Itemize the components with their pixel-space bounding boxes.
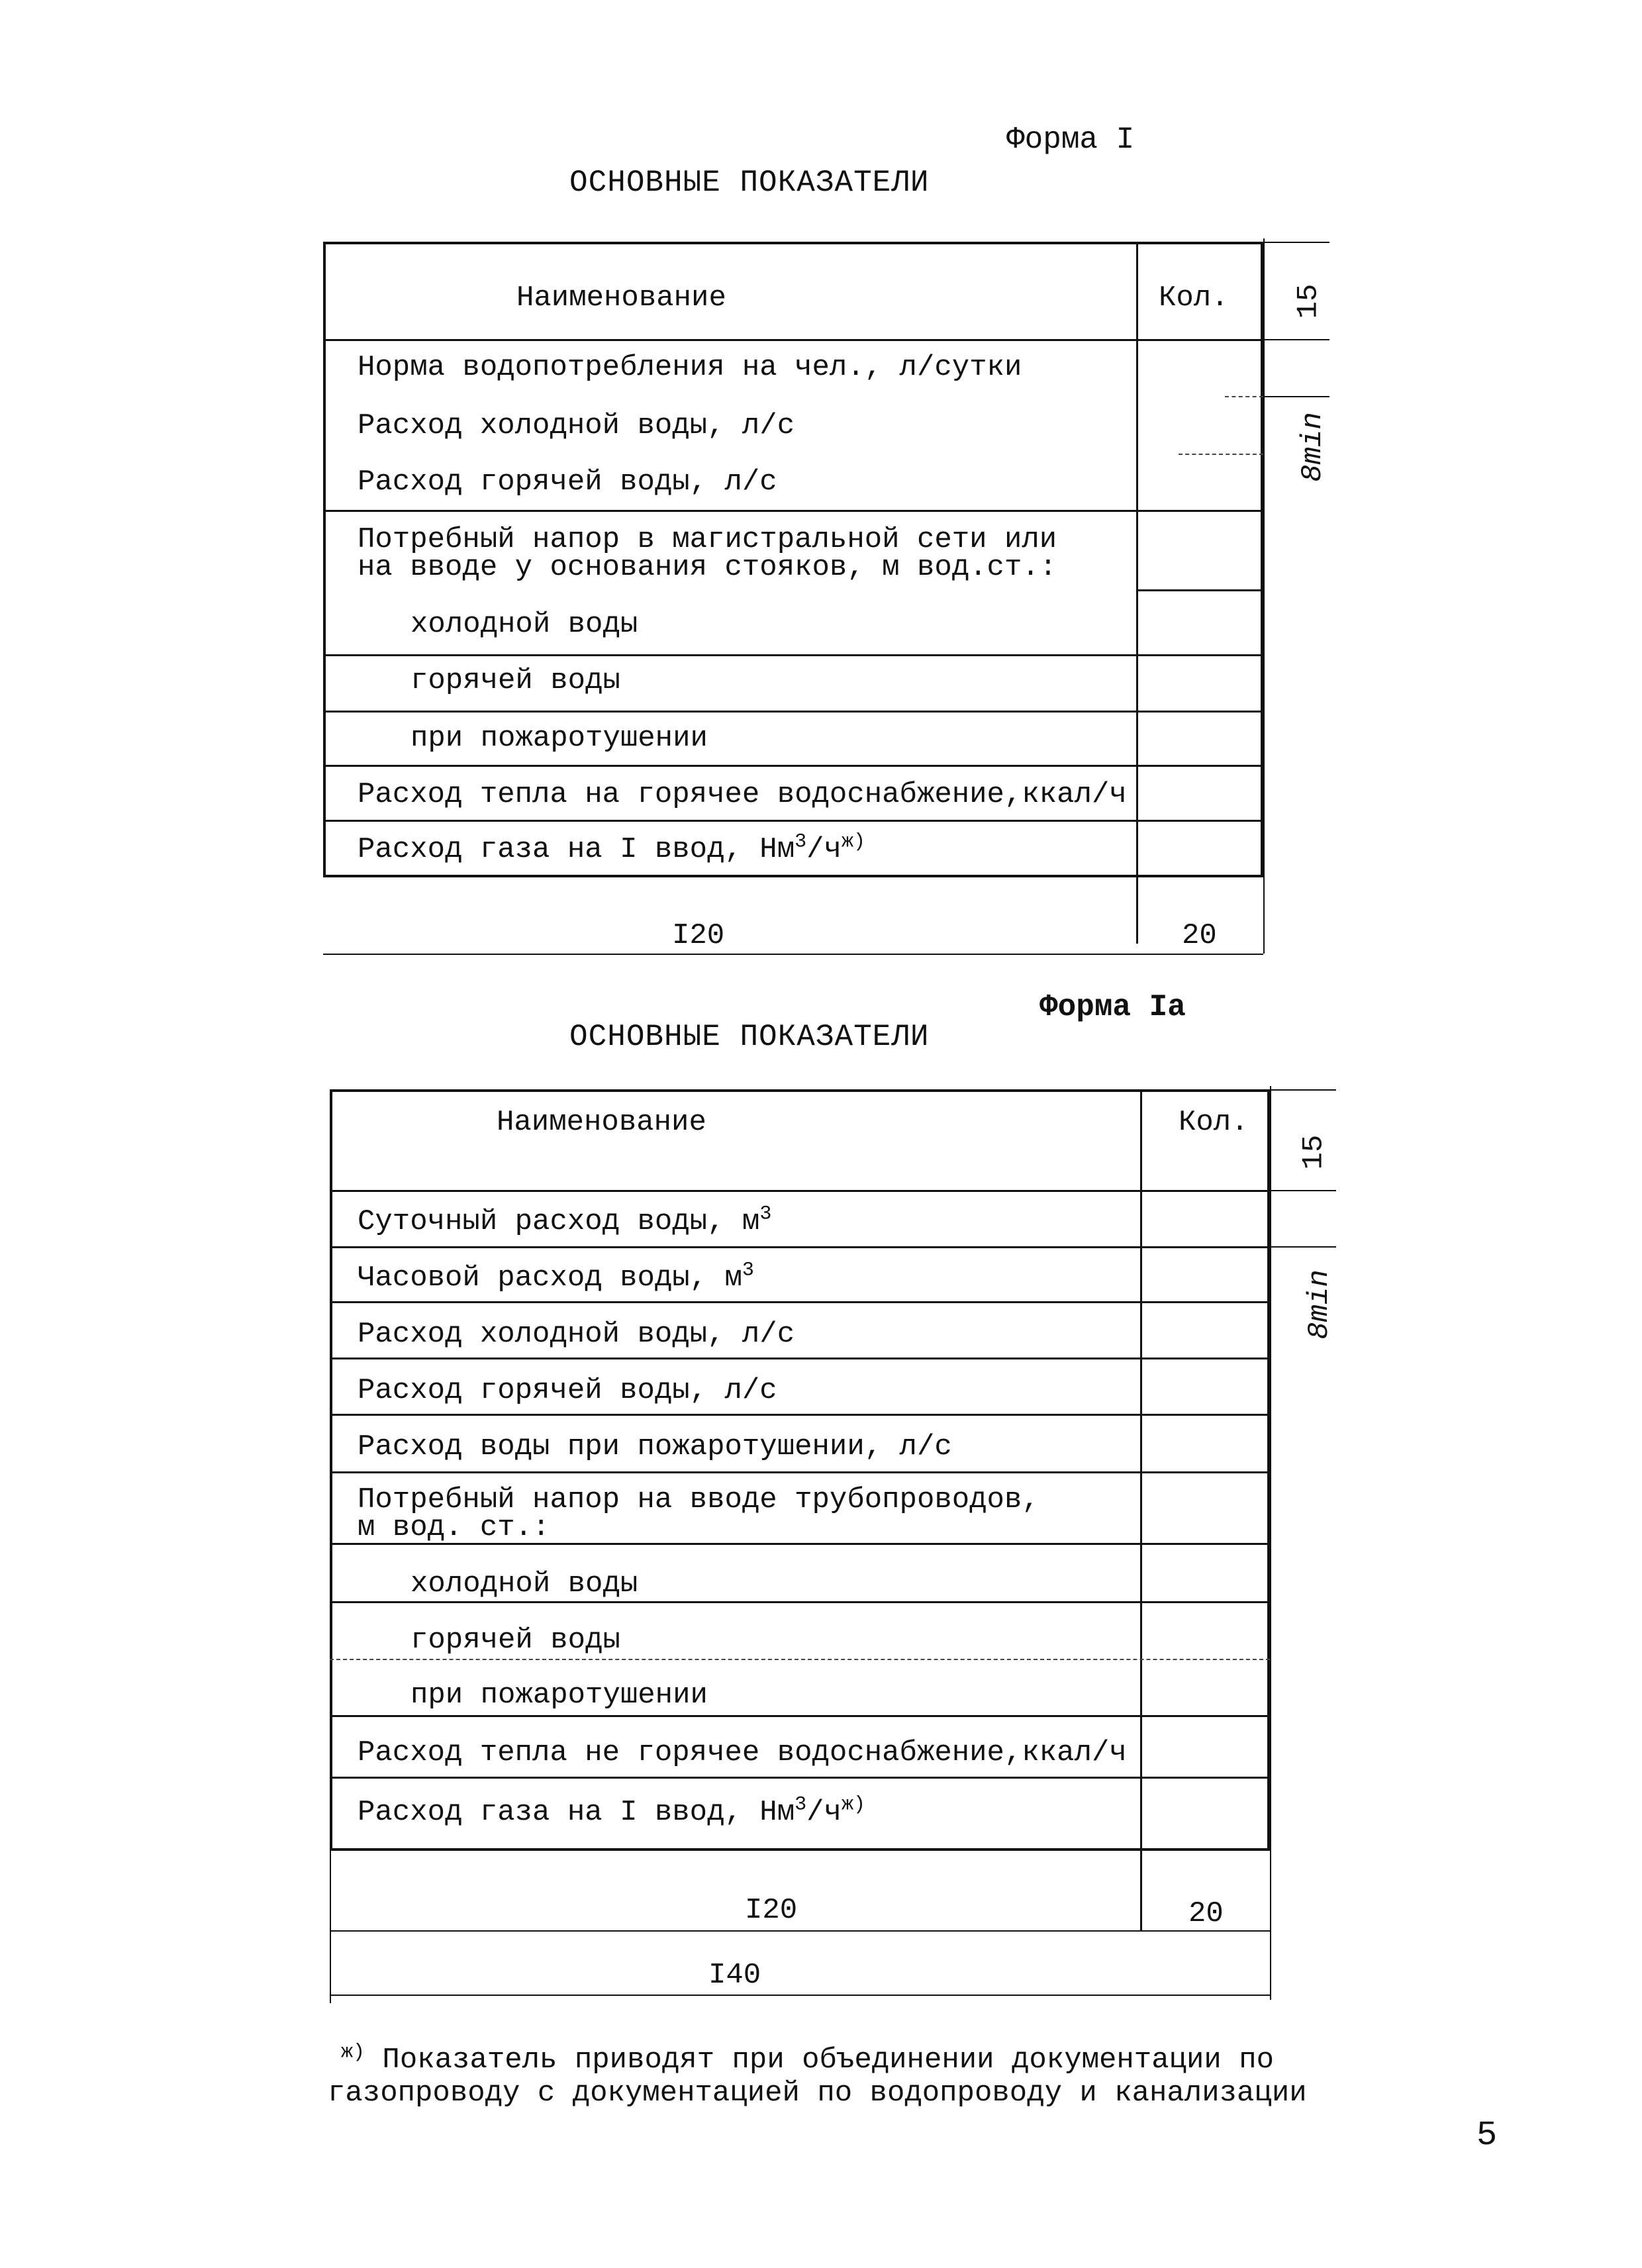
form-1a-dim-mid <box>1270 1190 1336 1191</box>
form-1a-header-name: Наименование <box>497 1106 706 1139</box>
form-1-dim-width-qty: 20 <box>1182 919 1217 952</box>
page-number: 5 <box>1476 2116 1498 2155</box>
form-1a-row-gas-unit: /ч <box>806 1796 842 1829</box>
form-1-dim-right <box>1263 238 1265 954</box>
form-1a-line <box>330 1777 1270 1779</box>
form-1a-dim-width-qty: 20 <box>1188 1897 1224 1930</box>
form-1a-header-qty: Кол. <box>1179 1106 1249 1139</box>
form-1a-dim-header-h: 15 <box>1297 1134 1331 1170</box>
form-1a-header-line <box>330 1190 1270 1192</box>
form-1-label: Форма I <box>1006 123 1135 157</box>
form-1-row-norm: Норма водопотребления на чел., л/сутки <box>358 351 1022 384</box>
form-1-line <box>323 510 1263 512</box>
form-1a-dim-mid2 <box>1270 1246 1336 1248</box>
form-1a-row-pressure-hot: горячей воды <box>410 1624 620 1657</box>
form-1-line <box>323 654 1263 656</box>
form-1-row-pressure-1: Потребный напор в магистральной сети или <box>358 523 1057 556</box>
form-1-dim-mid <box>1263 339 1329 340</box>
form-1a-row-pressure-fire: при пожаротушении <box>410 1679 708 1712</box>
form-1a-row-cold: Расход холодной воды, л/с <box>358 1318 795 1351</box>
footnote-line-1: Показатель приводят при объединении документации по <box>382 2044 1275 2077</box>
form-1a-line <box>330 1246 1270 1248</box>
form-1a-line <box>330 1357 1270 1359</box>
form-1a-row-gas <box>358 1793 865 1829</box>
form-1a-row-heat: Расход тепла не горячее водоснабжение,ккал/ч <box>358 1736 1127 1769</box>
form-1-dim-width-name: I20 <box>672 919 725 952</box>
footnote-line-2: газопроводу с документацией по водопроводу и канализации <box>328 2077 1307 2110</box>
form-1a-row-hourly <box>358 1261 754 1295</box>
form-1-dim-bottom <box>323 954 1263 955</box>
form-1-line <box>323 820 1263 822</box>
form-1-row-pressure-fire: при пожаротушении <box>410 722 708 755</box>
form-1a-row-hourly-text: Часовой расход воды, м <box>358 1261 742 1295</box>
form-1a-row-hourly-sup: 3 <box>742 1259 754 1282</box>
form-1-row-cold: Расход холодной воды, л/с <box>358 409 795 442</box>
form-1-dim-mid2 <box>1263 396 1329 397</box>
form-1a-row-gas-sup: 3 <box>795 1793 807 1816</box>
form-1-row-heat: Расход тепла на горячее водоснабжение,ккал/ч <box>358 778 1127 811</box>
form-1a-line <box>330 1301 1270 1303</box>
form-1-row-gas-sup: 3 <box>795 830 807 854</box>
form-1a-row-fire: Расход воды при пожаротушении, л/с <box>358 1430 952 1463</box>
form-1-row-pressure-hot: горячей воды <box>410 664 620 697</box>
form-1a-dim-width-name: I20 <box>745 1894 798 1927</box>
form-1a-row-pressure-1: Потребный напор на вводе трубопроводов, <box>358 1483 1039 1516</box>
form-1-line <box>323 711 1263 713</box>
form-1a-line <box>330 1715 1270 1717</box>
form-1a-row-gas-text: Расход газа на I ввод, Нм <box>358 1796 795 1829</box>
form-1a-row-pressure-2: м вод. ст.: <box>358 1511 550 1544</box>
form-1a-heading: ОСНОВНЫЕ ПОКАЗАТЕЛИ <box>569 1020 930 1054</box>
form-1-dim-row-h: 8min <box>1296 412 1329 482</box>
form-1-line <box>323 765 1263 767</box>
footnote <box>341 2043 1274 2077</box>
footnote-mark: ж) <box>341 2041 365 2064</box>
form-1a-dim-width-total: I40 <box>708 1959 761 1992</box>
form-1-dim-header-h: 15 <box>1292 283 1326 319</box>
form-1-dash <box>1179 454 1263 455</box>
form-1-col-divider <box>1136 242 1138 944</box>
form-1-header-name: Наименование <box>516 281 726 315</box>
form-1a-col-divider <box>1140 1089 1142 1930</box>
form-1a-line <box>330 1601 1270 1603</box>
form-1a-dim-top <box>1270 1089 1336 1091</box>
form-1a-row-daily-text: Суточный расход воды, м <box>358 1205 760 1238</box>
form-1-row-gas <box>358 830 865 866</box>
form-1a-row-daily-sup: 3 <box>759 1203 772 1226</box>
form-1a-dim-line-140 <box>330 1995 1270 1996</box>
form-1a-label: Форма Iа <box>1039 990 1186 1024</box>
form-1a-line <box>330 1471 1270 1473</box>
form-1-dim-top <box>1263 242 1329 243</box>
form-1-row-pressure-cold: холодной воды <box>410 608 638 641</box>
form-1-header-qty: Кол. <box>1159 281 1229 315</box>
form-1-row-gas-mark: ж) <box>841 830 865 854</box>
form-1-row-gas-text: Расход газа на I ввод, Нм <box>358 833 795 866</box>
form-1-row-hot: Расход горячей воды, л/с <box>358 466 777 499</box>
form-1a-row-pressure-cold: холодной воды <box>410 1567 638 1601</box>
form-1a-row-daily <box>358 1205 771 1238</box>
form-1-line <box>1136 589 1263 591</box>
form-1a-dim-row-h: 8min <box>1302 1269 1336 1340</box>
form-1a-dim-line-120 <box>330 1930 1270 1932</box>
form-1-row-gas-unit: /ч <box>806 833 842 866</box>
form-1-header-line <box>323 339 1263 341</box>
form-1a-dash <box>330 1659 1270 1660</box>
form-1-heading: ОСНОВНЫЕ ПОКАЗАТЕЛИ <box>569 166 930 200</box>
form-1a-dim-right <box>1270 1086 1271 2000</box>
form-1a-row-gas-mark: ж) <box>841 1793 865 1816</box>
form-1a-row-hot: Расход горячей воды, л/с <box>358 1374 777 1407</box>
form-1a-line <box>330 1414 1270 1416</box>
form-1a-line <box>330 1543 1270 1545</box>
form-1-dash <box>1225 396 1263 397</box>
form-1a-dim-left <box>330 1851 331 2003</box>
form-1-row-pressure-2: на вводе у основания стояков, м вод.ст.: <box>358 551 1057 584</box>
